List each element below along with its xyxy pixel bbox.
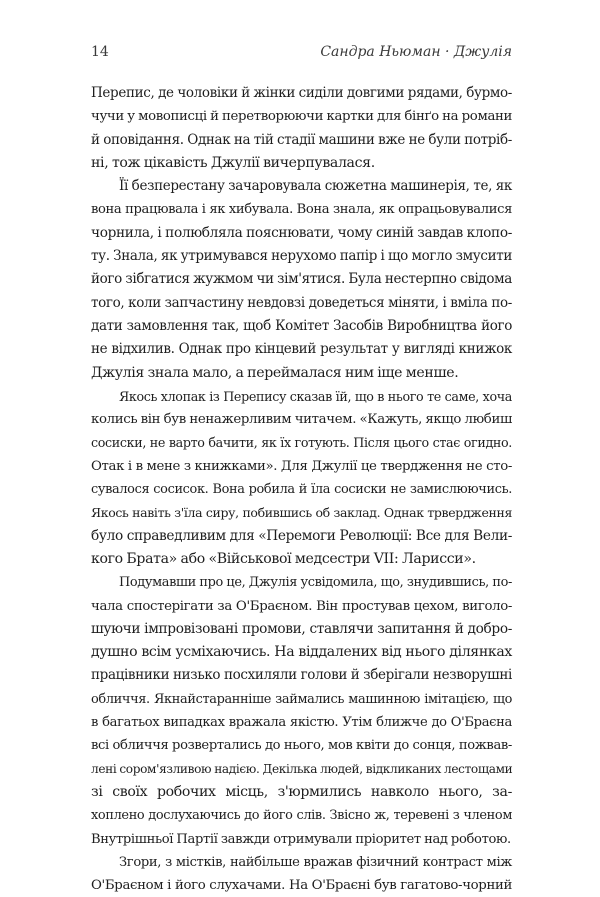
text-line: Перепис, де чоловіки й жінки сиділи довгими рядами, бурмо- bbox=[91, 85, 512, 101]
text-line: сувалося сосисок. Вона робила й їла сосиски не замислюючись. bbox=[91, 482, 512, 498]
text-line: лені сором'язливою надією. Декілька людей, відкликаних лестощами bbox=[91, 761, 513, 776]
page-number: 14 bbox=[91, 44, 109, 60]
text-line: душно всім усміхаючись. На віддалених від нього ділянках bbox=[91, 644, 512, 661]
text-line: Якось навіть з'їла сиру, побившись об заклад. Однак трвердження bbox=[91, 505, 512, 521]
text-line: обличчя. Якнайстаранніше займались машинною імітацією, що bbox=[91, 691, 512, 707]
text-line: шуючи імпровізовані промови, ставлячи запитання й добро- bbox=[91, 620, 512, 637]
text-line: Подумавши про це, Джулія усвідомила, що, знудившись, по- bbox=[119, 575, 512, 591]
text-line: колись він був ненажерливим читачем. «Кажуть, якщо любиш bbox=[91, 412, 512, 428]
text-line: всі обличчя розвертались до нього, мов квіти до сонця, пожвав- bbox=[91, 738, 512, 754]
text-line: його зібгатися жужмом чи зім'ятися. Була нестерпно свідома bbox=[91, 271, 512, 288]
text-line: того, коли запчастину невдовзі доведеться міняти, і вміла по- bbox=[91, 294, 512, 311]
text-line: було справедливим для «Перемоги Революції: Все для Вели- bbox=[91, 527, 512, 544]
text-line: Отак і в мене з книжками». Для Джулії це твердження не сто- bbox=[91, 458, 512, 474]
text-line: чорнила, і полюбляла пояснювати, чому синій завдав клопо- bbox=[91, 224, 512, 241]
text-line: в багатьох випадках вражала якістю. Утім ближче до О'Браєна bbox=[91, 715, 512, 731]
text-line: Її безперестану зачаровувала сюжетна машинерія, те, як bbox=[119, 178, 512, 195]
running-head bbox=[0, 44, 600, 64]
text-line: чучи у мовописці й перетворюючи картки для бінґо на романи bbox=[91, 109, 513, 125]
text-line: кого Брата» або «Військової медсестри VII: Ларисси». bbox=[91, 550, 476, 567]
text-line: чала спостерігати за О'Браєном. Він простував цехом, виголо- bbox=[91, 598, 512, 614]
text-line: Джулія знала мало, а переймалася ним іще менше. bbox=[91, 364, 459, 381]
text-line: ні, тож цікавість Джулії вичерпувалася. bbox=[91, 154, 375, 171]
text-line: зі своїх робочих місць, з'юрмились навколо нього, за- bbox=[91, 783, 512, 800]
running-title: Сандра Ньюман · Джулія bbox=[320, 44, 512, 60]
text-line: Згори, з містків, найбільше вражав фізичний контраст між bbox=[119, 854, 512, 870]
text-line: ту. Знала, як утримувався нерухомо папір і що могло змусити bbox=[91, 248, 512, 265]
text-line: вона працювала і як хибувала. Вона знала, як опрацьовувалися bbox=[91, 202, 512, 218]
text-line: сосиски, не варто бачити, як їх готують. Після цього стає огидно. bbox=[91, 435, 512, 451]
text-line: й оповідання. Однак на тій стадії машини вже не були потріб- bbox=[91, 131, 512, 148]
text-line: хоплено дослухаючись до його слів. Звісно ж, теревені з членом bbox=[91, 808, 512, 824]
text-line: Якось хлопак із Перепису сказав їй, що в нього те саме, хоча bbox=[119, 388, 512, 404]
text-line: Внутрішньої Партії завжди отримували пріоритет над роботою. bbox=[91, 831, 511, 847]
text-line: не відхилив. Однак про кінцевий результат у вигляді книжок bbox=[91, 341, 512, 358]
body-text bbox=[91, 82, 512, 897]
text-line: дати замовлення так, щоб Комітет Засобів Виробництва його bbox=[91, 317, 512, 334]
text-line: О'Браєном і його слухачами. На О'Браєні був гагатово-чорний bbox=[91, 878, 512, 894]
text-line: працівники низько посхиляли голови й зберігали незворушні bbox=[91, 667, 512, 684]
